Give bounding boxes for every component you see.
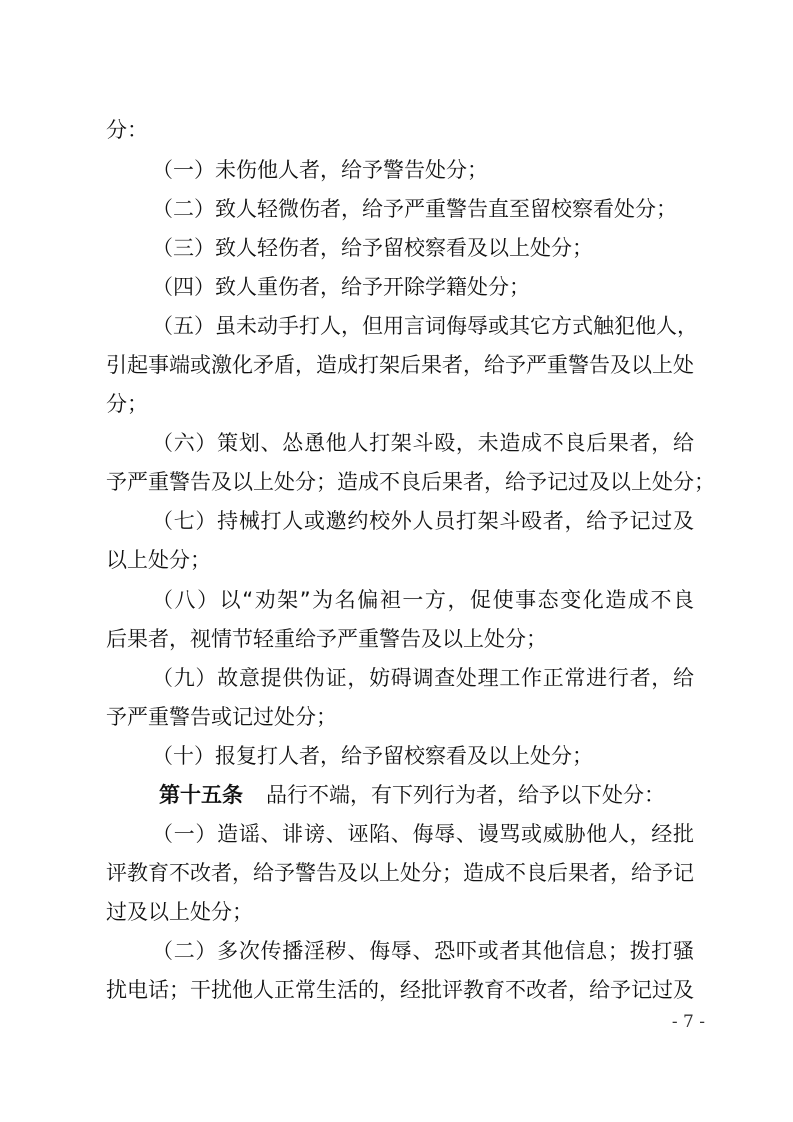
text-line-content: （一）未伤他人者，给予警告处分；: [152, 158, 488, 182]
text-line: [0, 892, 793, 932]
text-line-content: （一）造谣、诽谤、诬陷、侮辱、谩骂或威胁他人，经批: [152, 822, 694, 846]
text-line-content: 分；: [106, 392, 148, 416]
text-line: [0, 619, 793, 659]
text-line: [0, 580, 793, 620]
text-line: [0, 189, 793, 229]
text-line-content: （十）报复打人者，给予留校察看及以上处分；: [152, 744, 593, 768]
text-line-content: 分：: [106, 118, 148, 142]
text-line: [0, 931, 793, 971]
text-line-content: 过及以上处分；: [106, 900, 253, 924]
text-line-content: （七）持械打人或邀约校外人员打架斗殴者，给予记过及: [152, 509, 694, 533]
text-line: [0, 658, 793, 698]
text-line-content: 扰电话；干扰他人正常生活的，经批评教育不改者，给予记过及: [106, 978, 694, 1002]
text-line: [0, 540, 793, 580]
text-line-content: 以上处分；: [106, 548, 211, 572]
text-line: [0, 853, 793, 893]
text-line: [0, 345, 793, 385]
text-line-content: 后果者，视情节轻重给予严重警告及以上处分；: [106, 627, 547, 651]
text-line-content: （九）故意提供伪证，妨碍调查处理工作正常进行者，给: [152, 666, 694, 690]
article-heading: 第十五条: [159, 783, 243, 807]
text-line: [0, 228, 793, 268]
text-line-content: 予严重警告及以上处分；造成不良后果者，给予记过及以上处分；: [106, 470, 715, 494]
text-line: [0, 501, 793, 541]
text-line: [0, 423, 793, 463]
text-line-content: 予严重警告或记过处分；: [106, 705, 337, 729]
text-line-content: （八）以“劝架”为名偏袒一方，促使事态变化造成不良: [152, 588, 694, 612]
text-line: [0, 306, 793, 346]
text-line-content: 评教育不改者，给予警告及以上处分；造成不良后果者，给予记: [106, 861, 694, 885]
text-line: [0, 267, 793, 307]
text-line-content: （四）致人重伤者，给予开除学籍处分；: [152, 275, 530, 299]
text-line: [0, 384, 793, 424]
text-line-content: （二）致人轻微伤者，给予严重警告直至留校察看处分；: [152, 197, 677, 221]
text-line: [0, 970, 793, 1010]
text-line: [0, 697, 793, 737]
text-line-content: 引起事端或激化矛盾，造成打架后果者，给予严重警告及以上处: [106, 353, 694, 377]
text-line-content: （三）致人轻伤者，给予留校察看及以上处分；: [152, 236, 593, 260]
text-line: [0, 736, 793, 776]
text-line: [0, 110, 793, 150]
page-number: - 7 -: [671, 1012, 705, 1032]
text-line-content: （二）多次传播淫秽、侮辱、恐吓或者其他信息；拨打骚: [152, 939, 694, 963]
text-line: [0, 462, 793, 502]
text-line-content: （五）虽未动手打人，但用言词侮辱或其它方式触犯他人，: [152, 314, 698, 338]
text-line-content: （六）策划、怂恿他人打架斗殴，未造成不良后果者，给: [152, 431, 694, 455]
text-line: [0, 150, 793, 190]
article-text: 品行不端，有下列行为者，给予以下处分：: [266, 783, 665, 807]
article-line: [0, 775, 793, 815]
text-line: [0, 814, 793, 854]
